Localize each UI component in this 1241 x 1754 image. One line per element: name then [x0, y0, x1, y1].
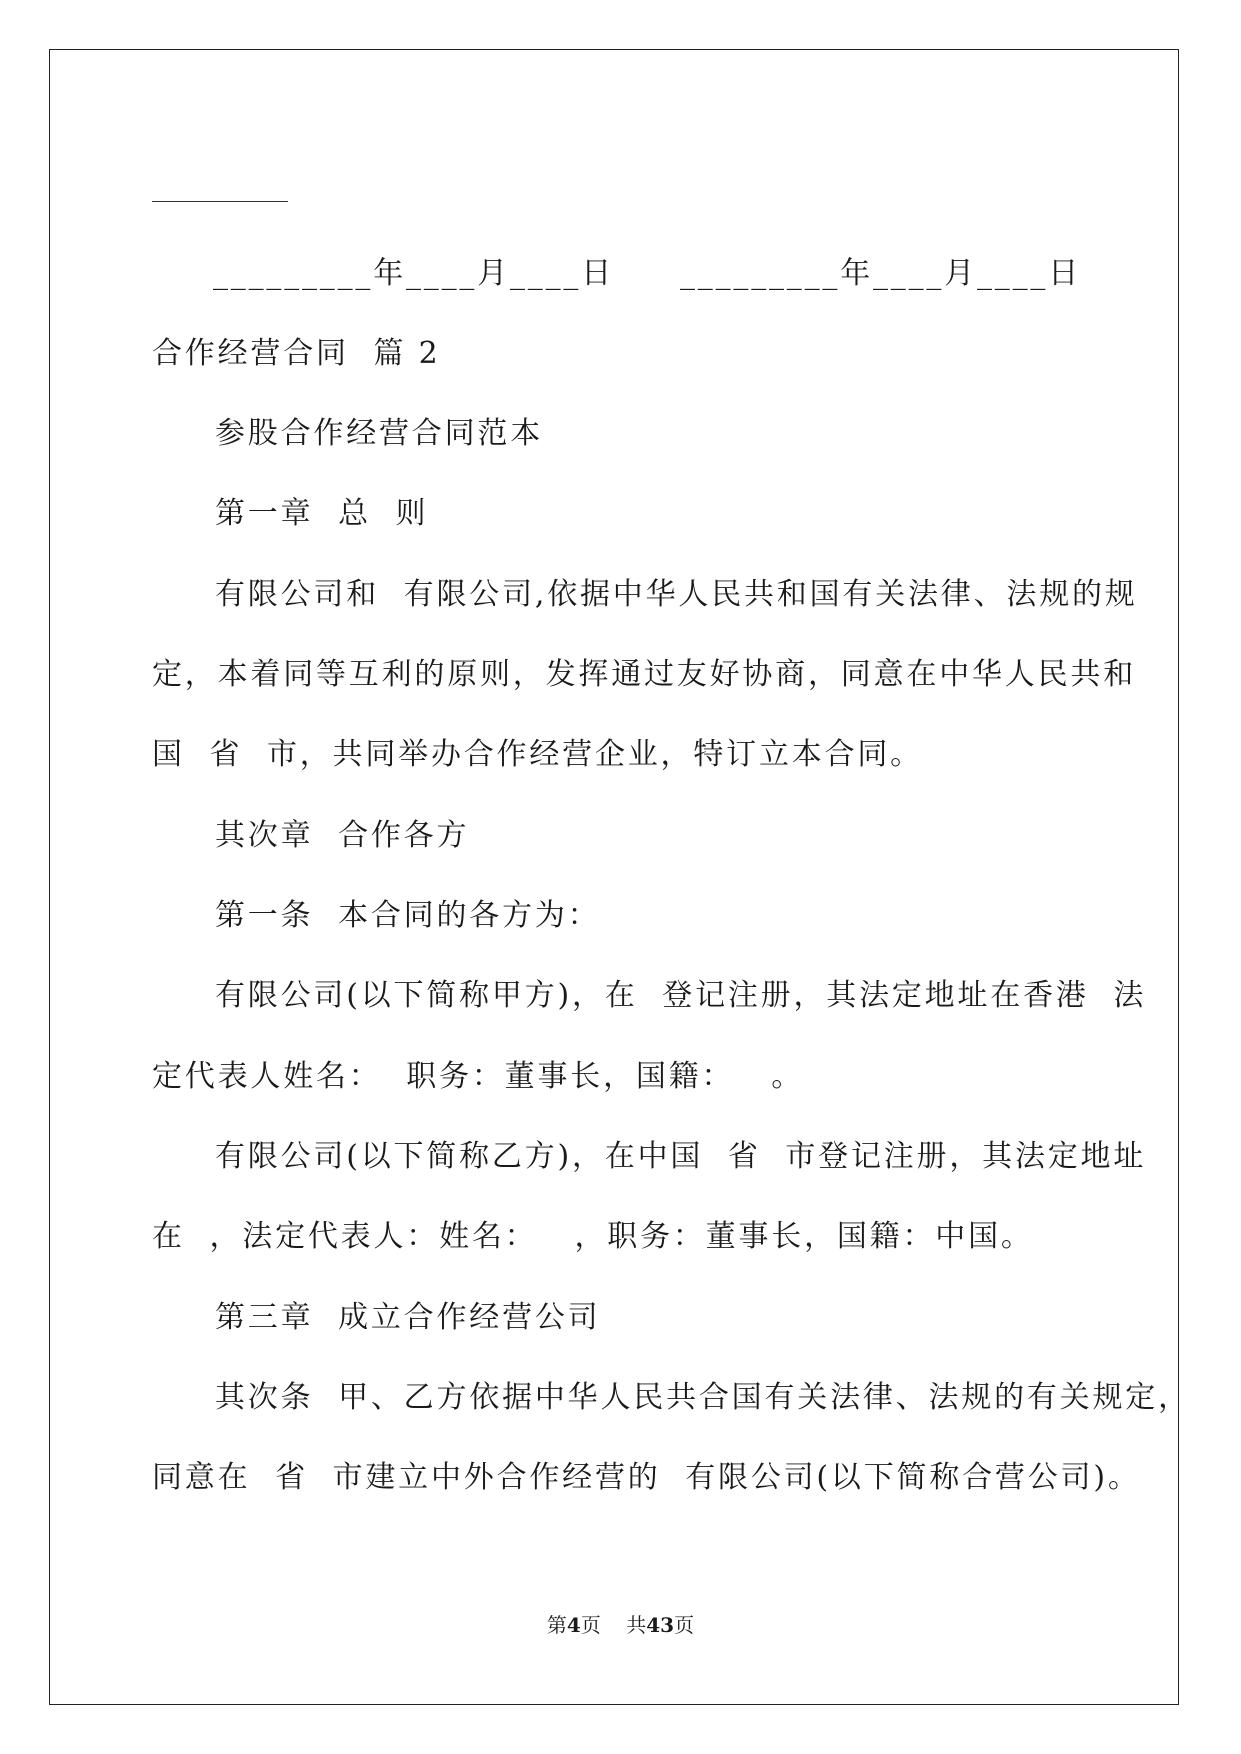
chapter-heading-2: 其次章 合作各方: [215, 818, 470, 853]
page-footer: [0, 1612, 1241, 1638]
chapter-heading-1: 第一章 总 则: [215, 496, 429, 531]
paragraph-line: 有限公司(以下简称甲方)，在 登记注册，其法定地址在香港 法: [215, 978, 1147, 1013]
date-field-right: _________年____月____日: [680, 256, 1081, 291]
footer-mid: 页 共: [580, 1613, 647, 1637]
date-field-left: _________年____月____日: [213, 256, 614, 291]
paragraph-line: 定代表人姓名： 职务：董事长，国籍： 。: [152, 1059, 805, 1094]
paragraph-line: 其次条 甲、乙方依据中华人民共合国有关法律、法规的有关规定，: [215, 1380, 1191, 1415]
signature-blank-line: [152, 201, 288, 202]
current-page-number: 4: [566, 1613, 581, 1637]
paragraph-line: 有限公司(以下简称乙方)，在中国 省 市登记注册，其法定地址: [215, 1139, 1147, 1174]
section-heading: 合作经营合同 篇 2: [152, 336, 441, 371]
footer-suffix: 页: [674, 1613, 695, 1637]
footer-prefix: 第: [546, 1613, 567, 1637]
chapter-heading-3: 第三章 成立合作经营公司: [215, 1300, 601, 1335]
article-heading: 第一条 本合同的各方为：: [215, 898, 601, 933]
paragraph-line: 在 ，法定代表人：姓名： ，职务：董事长，国籍：中国。: [152, 1219, 1034, 1254]
paragraph-line: 有限公司和 有限公司,依据中华人民共和国有关法律、法规的规: [215, 577, 1138, 612]
paragraph-line: 国 省 市，共同举办合作经营企业，特订立本合同。: [152, 737, 923, 772]
contract-title: 参股合作经营合同范本: [215, 416, 543, 451]
total-pages-number: 43: [646, 1613, 675, 1637]
paragraph-line: 同意在 省 市建立中外合作经营的 有限公司(以下简称合营公司)。: [152, 1460, 1141, 1495]
paragraph-line: 定，本着同等互利的原则，发挥通过友好协商，同意在中华人民共和: [152, 657, 1136, 692]
